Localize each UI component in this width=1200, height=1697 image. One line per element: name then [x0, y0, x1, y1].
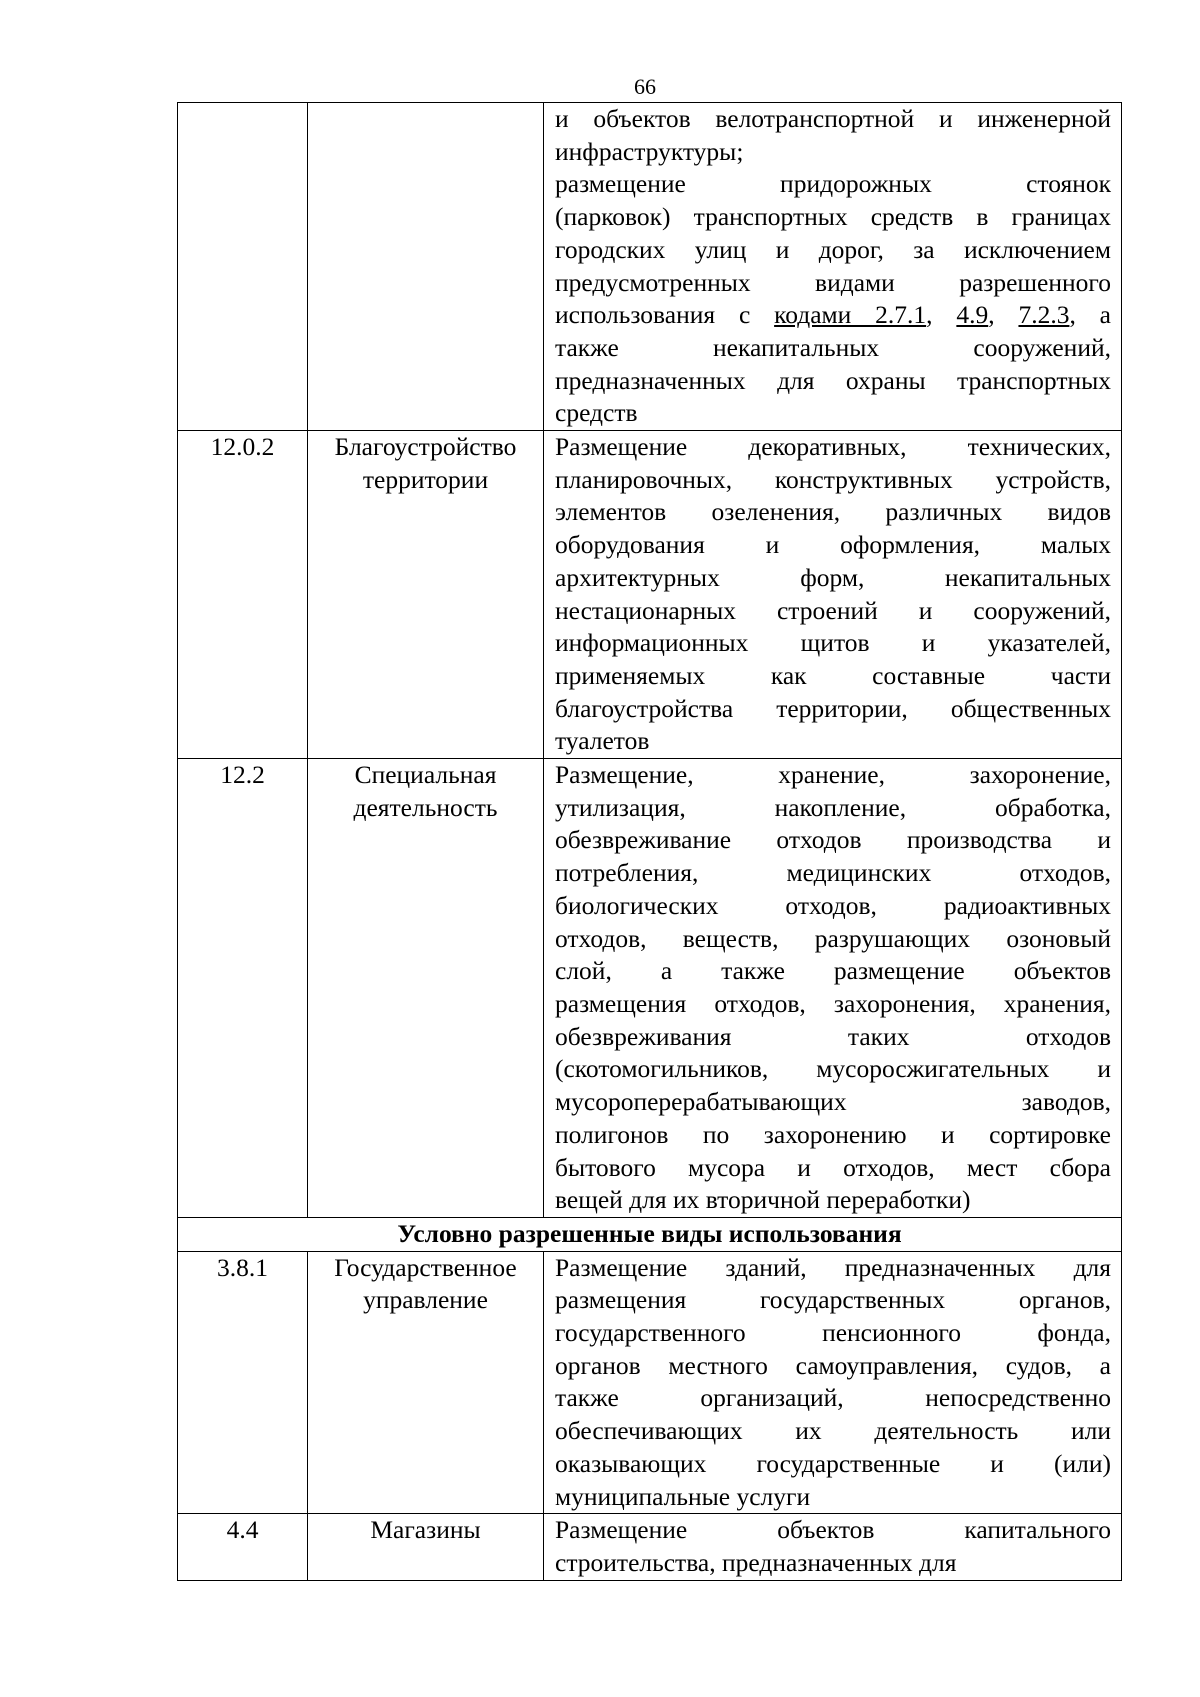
description-line: обеспечивающих их деятельность или — [555, 1416, 1111, 1446]
section-heading-body — [178, 1217, 1122, 1251]
description-line: (скотомогильников, мусоросжигательных и — [555, 1054, 1111, 1084]
description-line: также организаций, непосредственно — [555, 1383, 1111, 1413]
land-use-description — [544, 1514, 1122, 1580]
description-line: оказывающих государственные и (или) — [555, 1448, 1111, 1478]
description-line: государственного пенсионного фонда, — [555, 1318, 1111, 1348]
page-number: 66 — [634, 74, 656, 99]
land-use-name — [308, 1251, 544, 1514]
description-line: обезвреживания таких отходов — [555, 1021, 1111, 1051]
code-reference-link[interactable]: 7.2.3 — [1018, 300, 1070, 330]
description-line: предназначенных для охраны транспортных — [555, 365, 1111, 395]
description-line: полигонов по захоронению и сортировке — [555, 1119, 1111, 1149]
code-reference-link[interactable]: кодами 2.7.1 — [774, 300, 927, 330]
description-line: органов местного самоуправления, судов, а — [555, 1350, 1111, 1380]
land-use-name-line: деятельность — [353, 792, 498, 822]
description-line: информационных щитов и указателей, — [555, 628, 1111, 658]
description-line: благоустройства территории, общественных — [555, 693, 1111, 723]
description-line: слой, а также размещение объектов — [555, 956, 1111, 986]
land-use-name-line: территории — [362, 464, 489, 494]
table-body-main — [178, 103, 1122, 1218]
description-line: размещение придорожных стоянок — [555, 169, 1111, 199]
land-use-code: 3.8.1 — [178, 1251, 308, 1514]
description-line: планировочных, конструктивных устройств, — [555, 464, 1111, 494]
description-line: городских улиц и дорог, за исключением — [555, 234, 1111, 264]
land-use-description — [544, 103, 1122, 431]
section-heading: Условно разрешенные виды использования — [178, 1217, 1122, 1251]
land-use-name-line: Магазины — [370, 1515, 481, 1545]
description-line: и объектов велотранспортной и инженерной — [555, 104, 1111, 133]
description-line: использования с кодами 2.7.1, 4.9, 7.2.3, а — [555, 300, 1111, 330]
description-line: размещения отходов, захоронения, хранения, — [555, 988, 1111, 1018]
description-line: Размещение зданий, предназначенных для — [555, 1252, 1111, 1282]
description-line: туалетов — [555, 726, 650, 756]
land-use-code: 12.2 — [178, 759, 308, 1218]
description-line: архитектурных форм, некапитальных — [555, 562, 1111, 592]
land-use-name-line: Благоустройство — [334, 432, 517, 462]
description-line: (парковок) транспортных средств в границах — [555, 202, 1111, 232]
land-use-name — [308, 1514, 544, 1580]
land-use-name-line: Специальная — [354, 760, 497, 790]
description-line: также некапитальных сооружений, — [555, 332, 1111, 362]
land-use-name — [308, 431, 544, 759]
table-row — [178, 103, 1122, 431]
description-line: мусороперерабатывающих заводов, — [555, 1087, 1111, 1117]
table-body-conditional — [178, 1251, 1122, 1580]
description-line: применяемых как составные части — [555, 660, 1111, 690]
description-line: нестационарных строений и сооружений, — [555, 595, 1111, 625]
description-line: строительства, предназначенных для — [555, 1547, 957, 1577]
description-line: Размещение, хранение, захоронение, — [555, 760, 1111, 790]
description-line: вещей для их вторичной переработки) — [555, 1185, 971, 1215]
description-line: Размещение декоративных, технических, — [555, 432, 1111, 462]
land-use-description — [544, 759, 1122, 1218]
land-use-code: 12.0.2 — [178, 431, 308, 759]
table-row — [178, 1251, 1122, 1514]
description-line: размещения государственных органов, — [555, 1285, 1111, 1315]
land-use-name-line: управление — [363, 1285, 488, 1315]
description-line: оборудования и оформления, малых — [555, 530, 1111, 560]
land-use-table — [177, 102, 1122, 1581]
land-use-name-line: Государственное — [334, 1252, 517, 1282]
description-line: утилизация, накопление, обработка, — [555, 792, 1111, 822]
description-line: биологических отходов, радиоактивных — [555, 890, 1111, 920]
description-line: средств — [555, 398, 638, 428]
description-line: элементов озеленения, различных видов — [555, 497, 1111, 527]
description-line: предусмотренных видами разрешенного — [555, 267, 1111, 297]
code-reference-link[interactable]: 4.9 — [956, 300, 989, 330]
description-line: Размещение объектов капитального — [555, 1515, 1111, 1545]
description-line: муниципальные услуги — [555, 1481, 811, 1511]
land-use-code: 4.4 — [178, 1514, 308, 1580]
description-line: инфраструктуры; — [555, 136, 744, 166]
table-row — [178, 431, 1122, 759]
table-row — [178, 1514, 1122, 1580]
description-line: потребления, медицинских отходов, — [555, 858, 1111, 888]
description-line: обезвреживание отходов производства и — [555, 825, 1111, 855]
table-row — [178, 759, 1122, 1218]
land-use-code — [178, 103, 308, 431]
land-use-description — [544, 431, 1122, 759]
land-use-name — [308, 759, 544, 1218]
description-line: бытового мусора и отходов, мест сбора — [555, 1152, 1111, 1182]
section-heading-row — [178, 1217, 1122, 1251]
land-use-name — [308, 103, 544, 431]
description-line: отходов, веществ, разрушающих озоновый — [555, 923, 1111, 953]
land-use-description — [544, 1251, 1122, 1514]
